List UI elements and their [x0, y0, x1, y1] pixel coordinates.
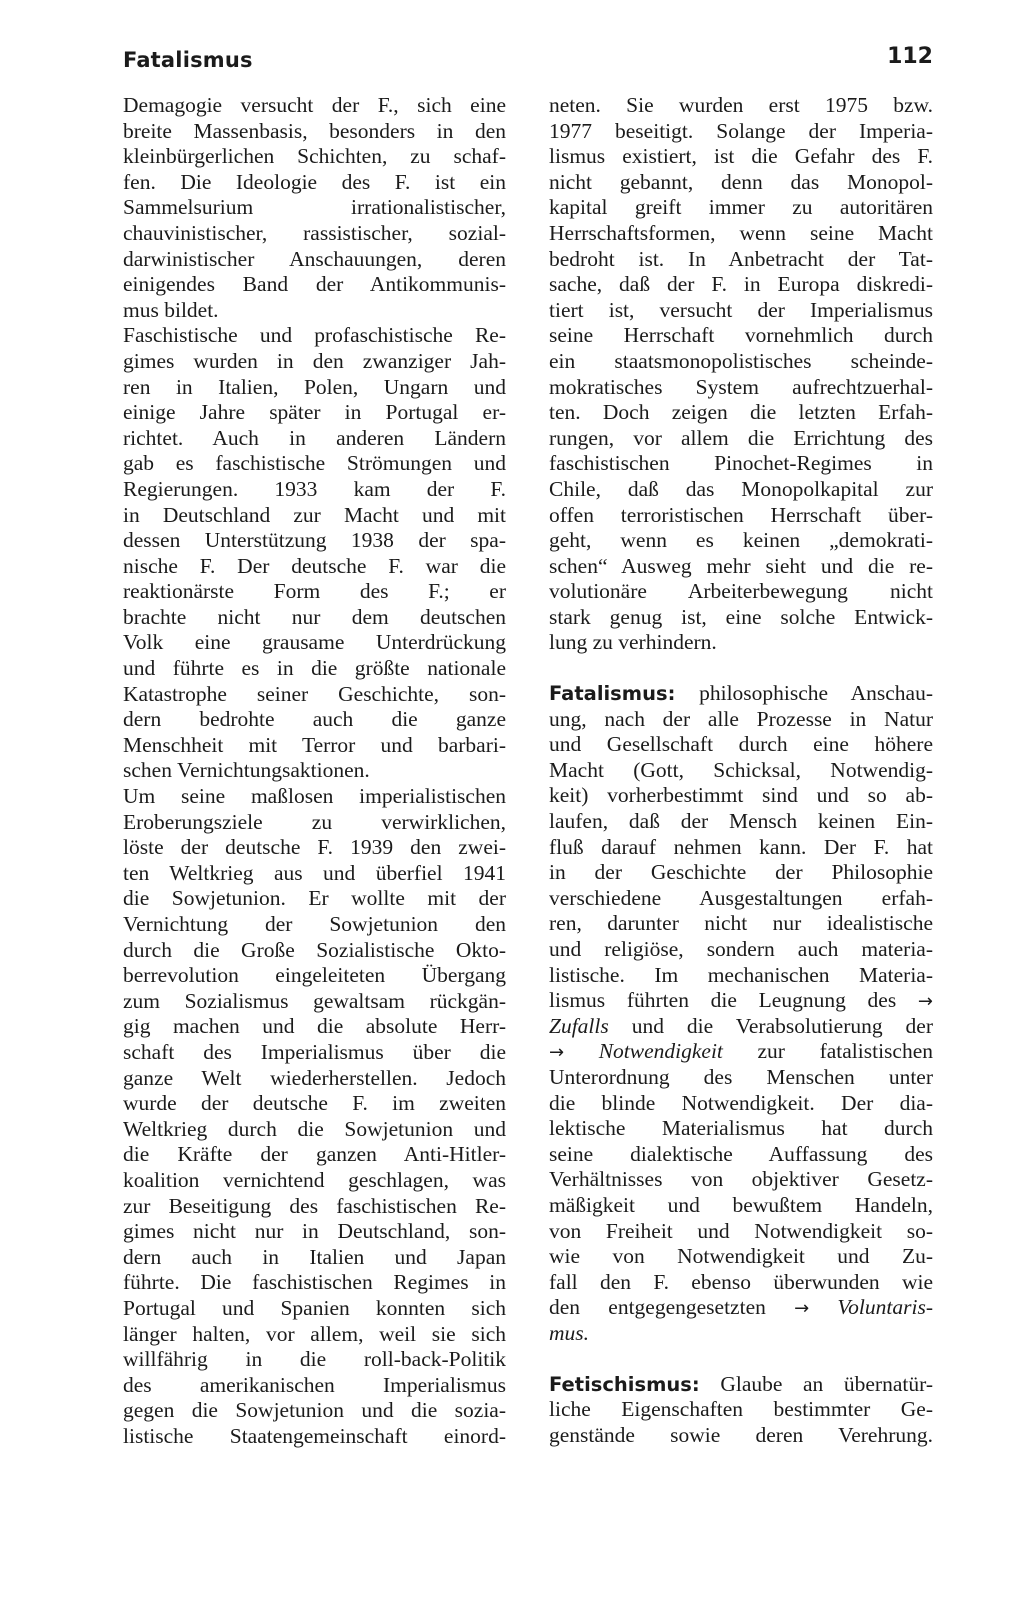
text-line: ten. Doch zeigen die letzten Erfah- — [549, 400, 933, 425]
text-line: stark genug ist, eine solche Entwick- — [549, 604, 933, 629]
text-line: liche Eigenschaften bestimmter Ge- — [549, 1397, 933, 1422]
text-line — [549, 988, 933, 1014]
text-line: einigendes Band der Antikommunis- — [123, 272, 506, 297]
entry-fetischismus — [549, 1372, 933, 1449]
text-line: Vernichtung der Sowjetunion den — [123, 912, 506, 936]
text-line: berrevolution eingeleiteten Übergang — [123, 963, 506, 988]
text-line: richtet. Auch in anderen Ländern — [123, 425, 506, 450]
text-line: mäßigkeit und bewußtem Handeln, — [549, 1192, 933, 1217]
text-line: tiert ist, versucht der Imperialismus — [549, 297, 933, 322]
text-line: listische. Im mechanischen Materia- — [549, 962, 933, 987]
text-line: bedroht ist. In Anbetracht der Tat- — [549, 246, 933, 271]
headword: Fetischismus: — [549, 1372, 700, 1396]
text-line: fluß darauf nehmen kann. Der F. hat — [549, 834, 933, 859]
text-line: genstände sowie deren Verehrung. — [549, 1422, 933, 1447]
text-line: schaft des Imperialismus über die — [123, 1039, 506, 1064]
text-line — [549, 1014, 933, 1040]
text-line: Verhältnisses von objektiver Gesetz- — [549, 1167, 933, 1192]
text-line: länger halten, vor allem, weil sie sich — [123, 1321, 506, 1346]
headword: Fatalismus: — [549, 682, 676, 706]
text-line: schen Vernichtungsaktionen. — [123, 758, 370, 783]
text-line: seine Herrschaft vornehmlich durch — [549, 323, 933, 348]
text-line: Faschistische und profaschistische Re- — [123, 323, 506, 348]
text-line: einige Jahre später in Portugal er- — [123, 400, 506, 425]
page-number: 112 — [887, 44, 933, 69]
text-line: koalition vernichtend geschlagen, was — [123, 1167, 506, 1192]
right-column — [549, 93, 933, 1448]
entry-first-line — [549, 1372, 933, 1398]
text-line: gimes wurden in den zwanziger Jah- — [123, 348, 506, 373]
line-text: und die Verabsolutierung der — [631, 1013, 933, 1038]
entry-first-line — [549, 681, 933, 707]
text-line: sache, daß der F. in Europa diskredi- — [549, 272, 933, 297]
text-line: ganze Welt wiederherstellen. Jedoch — [123, 1065, 506, 1090]
entry-text: Glaube an übernatür- — [720, 1371, 933, 1396]
text-line: lung zu verhindern. — [549, 630, 717, 655]
text-line — [549, 1295, 933, 1321]
text-line: ten Weltkrieg aus und überfiel 1941 — [123, 860, 506, 885]
text-line: Um seine maßlosen imperialistischen — [123, 784, 506, 809]
text-line: führte. Die faschistischen Regimes in — [123, 1270, 506, 1295]
entry-text: philosophische Anschau- — [699, 681, 933, 706]
text-line: Macht (Gott, Schicksal, Notwendig- — [549, 757, 933, 782]
entry-gap — [549, 1347, 933, 1372]
text-line: von Freiheit und Notwendigkeit so- — [549, 1218, 933, 1243]
text-line: des amerikanischen Imperialismus — [123, 1372, 506, 1397]
text-line: die Sowjetunion. Er wollte mit der — [123, 886, 506, 911]
text-line: willfährig in die roll-back-Politik — [123, 1347, 506, 1372]
text-line: gegen die Sowjetunion und die sozia- — [123, 1398, 506, 1423]
text-line: Portugal und Spanien konnten sich — [123, 1295, 506, 1320]
text-line — [549, 1039, 933, 1065]
text-line: in der Geschichte der Philosophie — [549, 860, 933, 885]
cross-reference-zufalls[interactable]: Zufalls — [549, 1013, 609, 1038]
text-line: Eroberungsziele zu verwirklichen, — [123, 809, 506, 834]
cross-reference-arrow-icon: → — [917, 991, 934, 1013]
text-line: mus bildet. — [123, 297, 219, 322]
text-line: ung, nach der alle Prozesse in Natur — [549, 706, 933, 731]
text-line: die Kräfte der ganzen Anti-Hitler- — [123, 1142, 506, 1167]
text-line: Volk eine grausame Unterdrückung — [123, 630, 506, 655]
text-line: gig machen und die absolute Herr- — [123, 1014, 506, 1039]
text-line: und Gesellschaft durch eine höhere — [549, 732, 933, 757]
text-line: mokratisches System aufrechtzuerhal- — [549, 374, 933, 399]
text-line: dern auch in Italien und Japan — [123, 1244, 506, 1269]
cross-reference-voluntarismus[interactable]: Voluntaris- — [837, 1295, 933, 1320]
text-line: lismus existiert, ist die Gefahr des F. — [549, 144, 933, 169]
running-head: Fatalismus — [123, 48, 253, 72]
text-line: schen“ Ausweg mehr sieht und die re- — [549, 553, 933, 578]
text-line: volutionäre Arbeiterbewegung nicht — [549, 579, 933, 604]
text-line: dessen Unterstützung 1938 der spa- — [123, 528, 506, 553]
text-line: löste der deutsche F. 1939 den zwei- — [123, 835, 506, 860]
text-line: Weltkrieg durch die Sowjetunion und — [123, 1116, 506, 1141]
entry-fatalismus — [549, 681, 933, 1346]
text-line: nische F. Der deutsche F. war die — [123, 553, 506, 578]
cross-reference-voluntarismus-end[interactable]: mus. — [549, 1320, 590, 1345]
text-line: und führte es in die größte nationale — [123, 656, 506, 681]
text-line: Katastrophe seiner Geschichte, son- — [123, 681, 506, 706]
text-line: fen. Die Ideologie des F. ist ein — [123, 169, 506, 194]
text-line: gab es faschistische Strömungen und — [123, 451, 506, 476]
cross-reference-notwendigkeit[interactable]: Notwendigkeit — [598, 1039, 723, 1064]
text-line: laufen, daß der Mensch keinen Ein- — [549, 809, 933, 834]
text-line: dern bedrohte auch die ganze — [123, 707, 506, 732]
line-text: den entgegengesetzten — [549, 1295, 766, 1320]
text-line: kleinbürgerlichen Schichten, zu schaf- — [123, 144, 506, 169]
text-line: fall den F. ebenso überwunden wie — [549, 1269, 933, 1294]
text-line — [549, 1321, 933, 1347]
text-line: und religiöse, sondern auch materia- — [549, 937, 933, 961]
cross-reference-arrow-icon: → — [794, 1298, 810, 1320]
text-line: kapital greift immer zu autoritären — [549, 195, 933, 220]
text-line: ren, darunter nicht nur idealistische — [549, 911, 933, 936]
text-line: Menschheit mit Terror und barbari- — [123, 732, 506, 757]
text-line: gimes nicht nur in Deutschland, son- — [123, 1219, 506, 1244]
text-line: keit) vorherbestimmt sind und so ab- — [549, 783, 933, 808]
cross-reference-arrow-icon: → — [549, 1042, 565, 1064]
text-line: faschistischen Pinochet-Regimes in — [549, 451, 933, 476]
text-line: 1977 beseitigt. Solange der Imperia- — [549, 118, 933, 143]
text-line: Unterordnung des Menschen unter — [549, 1064, 933, 1089]
text-line: chauvinistischer, rassistischer, sozial- — [123, 220, 506, 245]
text-line: ein staatsmonopolistisches scheinde- — [549, 348, 933, 373]
entry-gap — [549, 656, 933, 681]
text-line: Regierungen. 1933 kam der F. — [123, 476, 506, 501]
text-line: offen terroristischen Herrschaft über- — [549, 502, 933, 527]
line-text: lismus führten die Leugnung des — [549, 988, 897, 1013]
text-line: neten. Sie wurden erst 1975 bzw. — [549, 93, 933, 117]
text-line: listische Staatengemeinschaft einord- — [123, 1423, 506, 1448]
text-line: ren in Italien, Polen, Ungarn und — [123, 374, 506, 399]
text-line: nicht gebannt, denn das Monopol- — [549, 169, 933, 194]
text-line: brachte nicht nur dem deutschen — [123, 604, 506, 629]
line-text: zur fatalistischen — [757, 1039, 934, 1064]
text-line: die blinde Notwendigkeit. Der dia- — [549, 1090, 933, 1115]
text-line: Demagogie versucht der F., sich eine — [123, 93, 506, 117]
text-line: zum Sozialismus gewaltsam rückgän- — [123, 988, 506, 1013]
text-line: lektische Materialismus hat durch — [549, 1116, 933, 1141]
text-line: Herrschaftsformen, wenn seine Macht — [549, 220, 933, 245]
text-line: zur Beseitigung des faschistischen Re- — [123, 1193, 506, 1218]
text-line: wie von Notwendigkeit und Zu- — [549, 1244, 933, 1269]
text-line: wurde der deutsche F. im zweiten — [123, 1091, 506, 1116]
text-line: Sammelsurium irrationalistischer, — [123, 195, 506, 220]
text-line: reaktionärste Form des F.; er — [123, 579, 506, 604]
text-line: in Deutschland zur Macht und mit — [123, 502, 506, 527]
text-line: geht, wenn es keinen „demokrati- — [549, 528, 933, 553]
text-line: darwinistischer Anschauungen, deren — [123, 246, 506, 271]
text-line: verschiedene Ausgestaltungen erfah- — [549, 885, 933, 910]
text-line: breite Massenbasis, besonders in den — [123, 118, 506, 143]
text-line: durch die Große Sozialistische Okto- — [123, 937, 506, 962]
text-line: rungen, vor allem die Errichtung des — [549, 425, 933, 450]
text-line: seine dialektische Auffassung des — [549, 1141, 933, 1166]
text-line: Chile, daß das Monopolkapital zur — [549, 476, 933, 501]
left-column — [123, 93, 506, 1449]
